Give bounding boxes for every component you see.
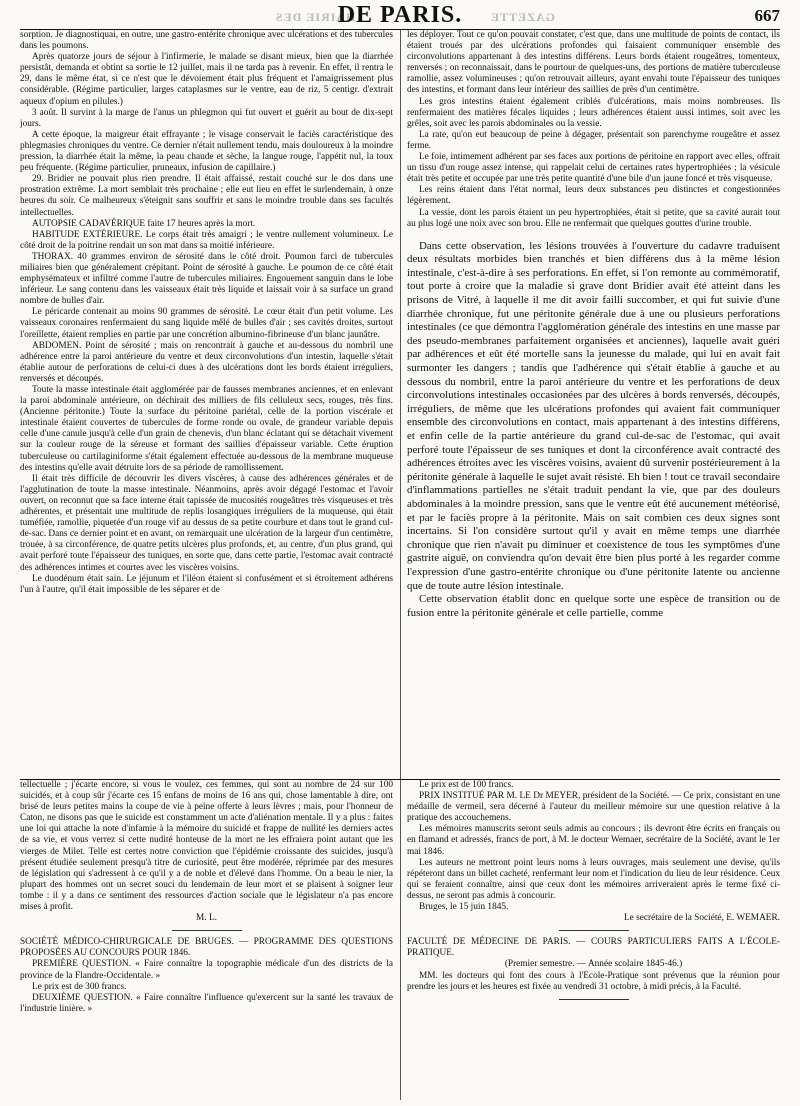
secretary-signature: Le secrétaire de la Société, E. WEMAER.: [623, 913, 780, 924]
page-header: [20, 0, 780, 30]
separator-rule: [559, 999, 629, 1000]
faculte-subheading: (Premier semestre. — Année scolaire 1845-46.): [504, 959, 683, 970]
separator-rule: [559, 930, 629, 931]
paragraph: Le duodénum était sain. Le jéjunum et l'iléon étaient si confusément et si étroitement adhérens l'un à l'autre, qu'il était impossible de les séparer et de: [20, 573, 393, 595]
paragraph: 3 août. Il survint à la marge de l'anus un phlegmon qui fut ouvert et guérit au bout de dix-sept jours.: [20, 107, 393, 129]
paragraph: Les auteurs ne mettront point leurs noms à leurs ouvrages, mais seulement une devise, qu'ils répéteront dans un billet cacheté, renfermant leur nom et l'indication du lieu de leur résidence. Ceux qui se feraient connaître, ainsi que ceux dont les mémoires arriveraient après le terme fixé ci-dessus, ne seront pas admis à concourir.: [407, 857, 780, 901]
paragraph: La vessie, dont les parois étaient un peu hypertrophiées, était si petite, que sa cavité aurait tout au plus logé une noix avec son brou. Elle ne renfermait que quelques gouttes d'urine trouble.: [407, 207, 780, 229]
dateline: Bruges, le 15 juin 1845.: [419, 902, 509, 913]
bleed-through-text: GAZETTE: [490, 10, 556, 24]
paragraph: Les mémoires manuscrits seront seuls admis au concours ; ils devront être écrits en français ou en flamand et adressés, francs de port, à M. le docteur Wemaer, secrétaire de la Société, avant le 1er mai 1846.: [407, 824, 780, 857]
top-left-column: [20, 30, 393, 778]
paragraph: les déployer. Tout ce qu'on pouvait constater, c'est que, dans une multitude de points de contact, ils étaient troués par des ulcérations profondes qui faisaient communiquer ensemble des circonvolutions appartenant à des intestins différens. Leurs bords étaient rougeâtres, tomenteux, renversés ; on reconnaissait, dans le pourtour de quelques-uns, des portions de matière tuberculeuse ramollie, assez volumineuses ; qu'on retrouvait ailleurs, ayant envahi toute l'épaisseur des tuniques des intestins, et formant dans leur intérieur des saillies de près d'un centimètre.: [407, 30, 780, 96]
paragraph: A cette époque, la maigreur était effrayante ; le visage conservait le faciès caractéristique des phlegmasies chroniques du ventre. Ce dernier n'était nullement tendu, mais douloureux à la moindre pression, la diarrhée était la même, la peau chaude et sèche, la langue rouge, l'appétit nul, la toux peu fréquente. (Régime particulier, pruneaux, infusion de capillaire.): [20, 129, 393, 174]
paragraph: tellectuelle ; j'écarte encore, si vous le voulez, ces femmes, qui sont au nombre de 24 sur 100 suicidés, et à coup sûr j'écarte ces 15 enfans de moins de 16 ans qui, chose lamentable à dire, ont brisé de leurs petites mains la coupe de vie à peine offerte à leurs lèvres ; mais, pour l'honneur de Caton, ne disons pas que le suicide est constamment un acte d'aliénation mentale. Il y a plus : faites une loi qui attache la note d'infamie à la mémoire du suicidé et frappe de nullité les derniers actes de sa vie, et vous verrez si cette nudité honteuse de la mort ne les effraiera point autant que les vierges de Milet. Telle est certes notre conviction que l'épidémie croissante des suicides, jusqu'à présent étudiée seulement presqu'à titre de curiosité, peut être modérée, réprimée par des mesures de législation qui s'adressent à ce qu'il y a de noble et d'élevé dans l'homme. On a beau le nier, la plupart des hommes ont un secret souci du lendemain de leur mort et se plaisent à soigner leur tombe : il y a dans ce sentiment des ressources d'action sociale que le législateur n'a pas encore mises à profit.: [20, 780, 393, 913]
question-item: PREMIÈRE QUESTION. « Faire connaître la topographie médicale d'un des districts de la province de la Flandre-Occidentale. »: [20, 959, 393, 981]
paragraph: ABDOMEN. Point de sérosité ; mais on rencontrait à gauche et au-dessous du nombril une adhérence entre la paroi antérieure du ventre et deux circonvolutions d'un intestin, laquelle s'était établie autour de perforations de celui-ci dues à des ulcérations dont les bords étaient irréguliers, renversés et découpés.: [20, 340, 393, 384]
paragraph: Les gros intestins étaient également criblés d'ulcérations, mais moins nombreuses. Ils renfermaient des matières fécales liquides ; leurs adhérences étaient aussi intimes, soit avec les grêles, soit avec les parois abdominales ou la vessie.: [407, 96, 780, 129]
paragraph: Le péricarde contenait au moins 90 grammes de sérosité. Le cœur était d'un petit volume. Les vaisseaux coronaires renfermaient du sang liquide mêlé de bulles d'air ; ses cavités droites, surtout l'oreillette, étaient remplies en partie par une concrétion albumino-fibrineuse d'un blanc jaunâtre.: [20, 307, 393, 340]
spacer: [407, 230, 780, 240]
column-rule: [400, 780, 401, 1100]
column-rule: [400, 30, 401, 779]
masthead-title: DE PARIS.: [337, 2, 463, 28]
paragraph: La rate, qu'on eut beaucoup de peine à dégager, présentait son parenchyme rougeâtre et assez ferme.: [407, 129, 780, 151]
prize-item: Le prix est de 300 francs.: [32, 981, 127, 992]
bottom-left-column: [20, 780, 393, 1098]
societe-heading: SOCIÉTÉ MÉDICO-CHIRURGICALE DE BRUGES. — PROGRAMME DES QUESTIONS PROPOSÉES AU CONCOURS POUR 1846.: [20, 937, 393, 959]
paragraph: Il était très difficile de découvrir les divers viscères, à cause des adhérences générales et de l'agglutination de toute la masse intestinale. Néanmoins, après avoir dégagé l'estomac et l'avoir ouvert, on reconnut que sa face interne était tapissée de mucosités rougeâtres très visqueuses et très adhérentes, et présentait une multitude de replis losangiques irréguliers de la muqueuse, qui était tuméfiée, ramollie, piquetée d'un rouge vif au dessus de sa petite courbure et dans tout le grand cul-de-sac. Dans ce dernier point et en avant, on remarquait une ulcération de la largeur d'un centimètre, trouée, à sa circonférence, de quatre petits ulcères plus profonds, et, au centre, d'un plus grand, qui avait perforé toute l'épaisseur des tuniques, en sorte que, dans cette partie, l'estomac avait contracté des adhérences intimes et courtes avec les viscères voisins.: [20, 473, 393, 573]
bleed-through-text: HAIRIE DES: [275, 10, 356, 24]
article-signature: M. L.: [196, 913, 217, 924]
paragraph: Le foie, intimement adhérent par ses faces aux portions de péritoine en rapport avec elles, offrait un tissu d'un rouge assez intense, qui rappelait celui de certaines rates hypertrophiées ; la vésicule était très petite et occupée par une très petite quantité d'une bile d'un jaune foncé et très visqueuse.: [407, 152, 780, 185]
question-item: DEUXIÈME QUESTION. « Faire connaître l'influence qu'exercent sur la santé les travaux de l'industrie linière. »: [20, 992, 393, 1014]
paragraph: Les reins étaient dans l'état normal, leurs deux substances peu distinctes et congestionnées légèrement.: [407, 185, 780, 207]
separator-rule: [172, 930, 242, 931]
paragraph: PRIX INSTITUÉ PAR M. LE Dr MEYER, président de la Société. — Ce prix, consistant en une médaille de vermeil, sera décerné à l'auteur du meilleur mémoire sur une question relative à la pratique des accouchemens.: [407, 791, 780, 824]
paragraph: MM. les docteurs qui font des cours à l'Ecole-Pratique sont prévenus que la réunion pour prendre les jours et les heures est fixée au vendredi 31 octobre, à midi précis, à la Faculté.: [407, 970, 780, 992]
paragraph: Après quatorze jours de séjour à l'infirmerie, le malade se disant mieux, bien que la diarrhée persistât, demanda et obtint sa sortie le 12 juillet, mais il ne tarda pas à revenir. En effet, il rentra le 29, dans le même état, si ce n'est que le dévoiement était plus fréquent et l'amaigrissement plus considérable. (Régime particulier, larges cataplasmes sur le ventre, eau de riz, 5 centigr. d'extrait aqueux d'opium en pilules.): [20, 52, 393, 107]
prize-item: Le prix est de 100 francs.: [419, 780, 514, 790]
bottom-right-column: [407, 780, 780, 1098]
section-heading: AUTOPSIE CADAVÉRIQUE faite 17 heures après la mort.: [32, 218, 256, 229]
paragraph: THORAX. 40 grammes environ de sérosité dans le côté droit. Poumon farci de tubercules miliaires bien que généralement crépitant. Point de sérosité à gauche. Le poumon de ce côté était emphysémateux et infiltré comme l'autre de tubercules miliaires. Engouement sanguin dans le lobe inférieur. Le sang contenu dans les vaisseaux était très liquide et laissait voir à sa surface un grand nombre de bulles d'air.: [20, 251, 393, 307]
paragraph: HABITUDE EXTÉRIEURE. Le corps était très amaigri ; le ventre nullement volumineux. Le côté droit de la poitrine rendait un son mat dans sa moitié inférieure.: [20, 229, 393, 251]
top-section: [20, 30, 780, 780]
page-number: 667: [754, 6, 780, 25]
commentary-paragraph: Dans cette observation, les lésions trouvées à l'ouverture du cadavre traduisent deux résultats morbides bien tranchés et bien différens dus à la même lésion intestinale, c'est-à-dire à ses perforations. En effet, si l'on remonte au commémoratif, tout porte à croire que la maladie si grave dont Bridier avait été atteint dans les prisons de Vitré, à laquelle il me dit avoir failli succomber, et qui fut suivie d'une diarrhée chronique, fut une péritonite générale due à une ou plusieurs perforations intestinales (ce que démontra l'agglomération générale des intestins en une masse par des pseudo-membranes parfaitement organisées et anciennes), laquelle avait guéri par adhérences et eût été mortelle sans la jeunesse du malade, qui lui en avait fait surmonter les dangers ; tandis que l'adhérence qui s'était établie à gauche et au dessous du nombril, entre la paroi antérieure du ventre et les perforations de deux circonvolutions intestinales occasionées par des ulcères à bords renversés, découpés, irréguliers, de même que les ulcérations profondes qui avaient fait communiquer ensemble des circonvolutions en contact, mais appartenant à des intestins différens, et enfin celle de la partie antérieure du grand cul-de-sac de l'estomac, qui avait perforé toute l'épaisseur de ses tuniques et dont la circonférence avait contracté des adhérences étroites avec les viscères voisins, avaient dû survenir postérieurement à la péritonite générale à laquelle le sujet avait résisté. Eh bien ! tout ce travail secondaire d'inflammations partielles ne s'était traduit pendant la vie, que par des douleurs abdominales à la moindre pression, sans que le ventre eût été aucunement météorisé, et par le faciès propre à la péritonite. Mais on sait combien ces deux signes sont incertains. Si l'on considère surtout qu'il y avait en même temps une diarrhée chronique que rien n'avait pu diminuer et coexistence de tous les symptômes d'une gastrite aiguë, on conviendra qu'on devait être bien plus porté à les regarder comme l'expression d'une gastro-entérite chronique ou d'une péritonite latente ou ancienne que de toute autre lésion intestinale.: [407, 239, 780, 592]
paragraph: 29. Bridier ne pouvait plus rien prendre. Il était affaissé, restait couché sur le dos dans une prostration extrême. La mort semblait très prochaine ; elle eut lieu en effet le surlendemain, à onze heures du soir. Ce malheureux s'éteignit sans souffrir et sans le moindre trouble dans ses facultés intellectuelles.: [20, 174, 393, 218]
bottom-section: [20, 780, 780, 1100]
paragraph: Toute la masse intestinale était agglomérée par de fausses membranes anciennes, et en enlevant la paroi abdominale antérieure, on déchirait des milliers de fils celluleux secs, rouges, très fins. (Ancienne péritonite.) Toute la surface du péritoine pariétal, celle de la portion viscérale et intestinale étaient couvertes de tubercules de forme ronde ou ovale, de grandeur variable depuis celle d'une canule jusqu'à celle d'un grain de chenevis, d'un blanc éclatant qui se détachait vivement sur la couleur rouge de la séreuse et formant des saillies d'épaisseur variable. Cette éruption tuberculeuse ou cartilaginiforme s'était également effectuée au-dessous de la membrane muqueuse des intestins qu'elle avait détruite lors de sa période de ramollissement.: [20, 385, 393, 473]
faculte-heading: FACULTÉ DE MÉDECINE DE PARIS. — COURS PARTICULIERS FAITS A L'ÉCOLE-PRATIQUE.: [407, 937, 780, 959]
top-right-column: [407, 30, 780, 778]
commentary-paragraph: Cette observation établit donc en quelque sorte une espèce de transition ou de fusion entre la péritonite générale et celle partielle, comme: [407, 593, 780, 619]
paragraph: sorption. Je diagnostiquai, en outre, une gastro-entérite chronique avec ulcérations et des tubercules dans les poumons.: [20, 30, 393, 52]
